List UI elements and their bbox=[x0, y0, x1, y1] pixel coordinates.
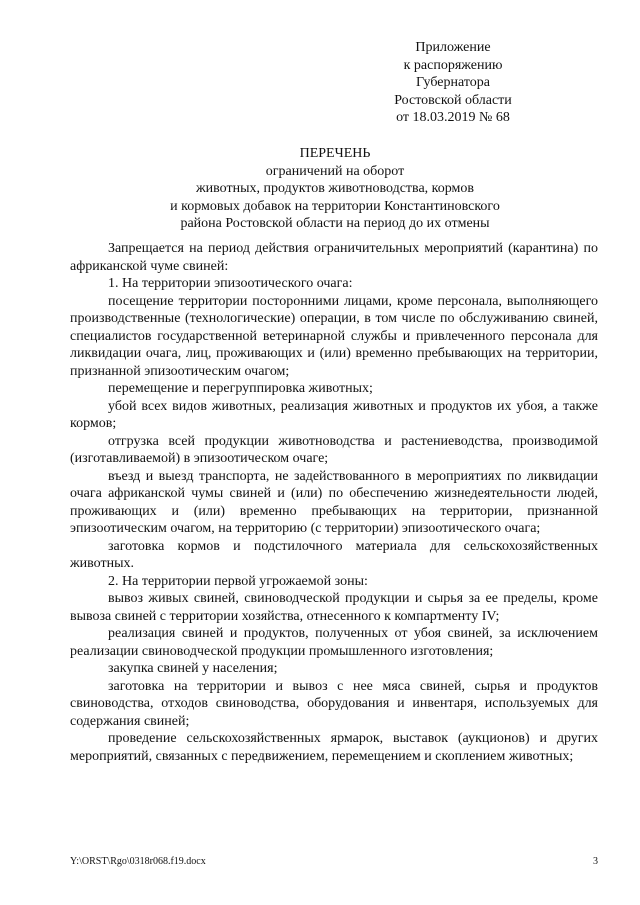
document-title: ПЕРЕЧЕНЬ bbox=[299, 146, 371, 161]
heading-line: животных, продуктов животноводства, кормов bbox=[195, 181, 475, 196]
body-paragraph: въезд и выезд транспорта, не задействованного в мероприятиях по ликвидации очага африканской чумы свиней и (или) по обеспечению жизнедеятельности людей, проживающих и (или) временно пребывающих на территории, признанной эпизоотическим очагом, на территорию (с территории) эпизоотического очага; bbox=[70, 468, 598, 536]
body-paragraph: убой всех видов животных, реализация животных и продуктов их убоя, а также кормов; bbox=[70, 398, 598, 431]
body-paragraph: вывоз живых свиней, свиноводческой продукции и сырья за ее пределы, кроме вывоза свиней с территории хозяйства, отнесенного к компартменту IV; bbox=[70, 591, 598, 624]
body-paragraph: реализация свиней и продуктов, полученных от убоя свиней, за исключением реализации свиноводческой продукции промышленного изготовления; bbox=[70, 626, 598, 659]
intro-paragraph: Запрещается на период действия ограничительных мероприятий (карантина) по африканской чуме свиней: bbox=[70, 241, 598, 274]
appendix-block bbox=[343, 39, 563, 127]
heading-line: ограничений на оборот bbox=[265, 163, 405, 179]
appendix-line: к распоряжению bbox=[403, 57, 503, 73]
body-paragraph: закупка свиней у населения; bbox=[108, 661, 278, 676]
document-body bbox=[70, 240, 598, 765]
appendix-line: Ростовской области bbox=[394, 92, 512, 108]
appendix-line: Приложение bbox=[415, 40, 491, 55]
footer-file-path: Y:\ORST\Rgo\0318r068.f19.docx bbox=[70, 856, 206, 867]
body-paragraph: заготовка на территории и вывоз с нее мяса свиней, сырья и продуктов свиноводства, отходов свиноводства, оборудования и инвентаря, используемых для содержания свиней; bbox=[70, 678, 598, 729]
body-paragraph: отгрузка всей продукции животноводства и растениеводства, производимой (изготавливаемой) в эпизоотическом очаге; bbox=[70, 433, 598, 466]
body-paragraph: заготовка кормов и подстилочного материала для сельскохозяйственных животных. bbox=[70, 538, 598, 571]
appendix-line: Губернатора bbox=[415, 75, 491, 90]
section-heading-2: 2. На территории первой угрожаемой зоны: bbox=[108, 573, 368, 589]
body-paragraph: проведение сельскохозяйственных ярмарок, выставок (аукционов) и других мероприятий, связанных с передвижением, перемещением и скоплением животных; bbox=[70, 731, 598, 764]
body-paragraph: перемещение и перегруппировка животных; bbox=[108, 381, 373, 396]
page-number: 3 bbox=[593, 856, 598, 867]
document-heading bbox=[70, 145, 600, 233]
heading-line: и кормовых добавок на территории Константиновского bbox=[170, 198, 500, 214]
appendix-date-line: от 18.03.2019 № 68 bbox=[396, 110, 510, 125]
section-heading-1: 1. На территории эпизоотического очага: bbox=[108, 276, 353, 291]
body-paragraph: посещение территории посторонними лицами, кроме персонала, выполняющего производственные (технологические) операции, в том числе по обслуживанию свиней, специалистов государственной ветеринарной службы и привлеченного персонала для ликвидации очага, лиц, проживающих и (или) временно пребывающих на территории, признанной эпизоотическим очагом; bbox=[70, 293, 598, 379]
heading-line: района Ростовской области на период до их отмены bbox=[180, 216, 490, 231]
